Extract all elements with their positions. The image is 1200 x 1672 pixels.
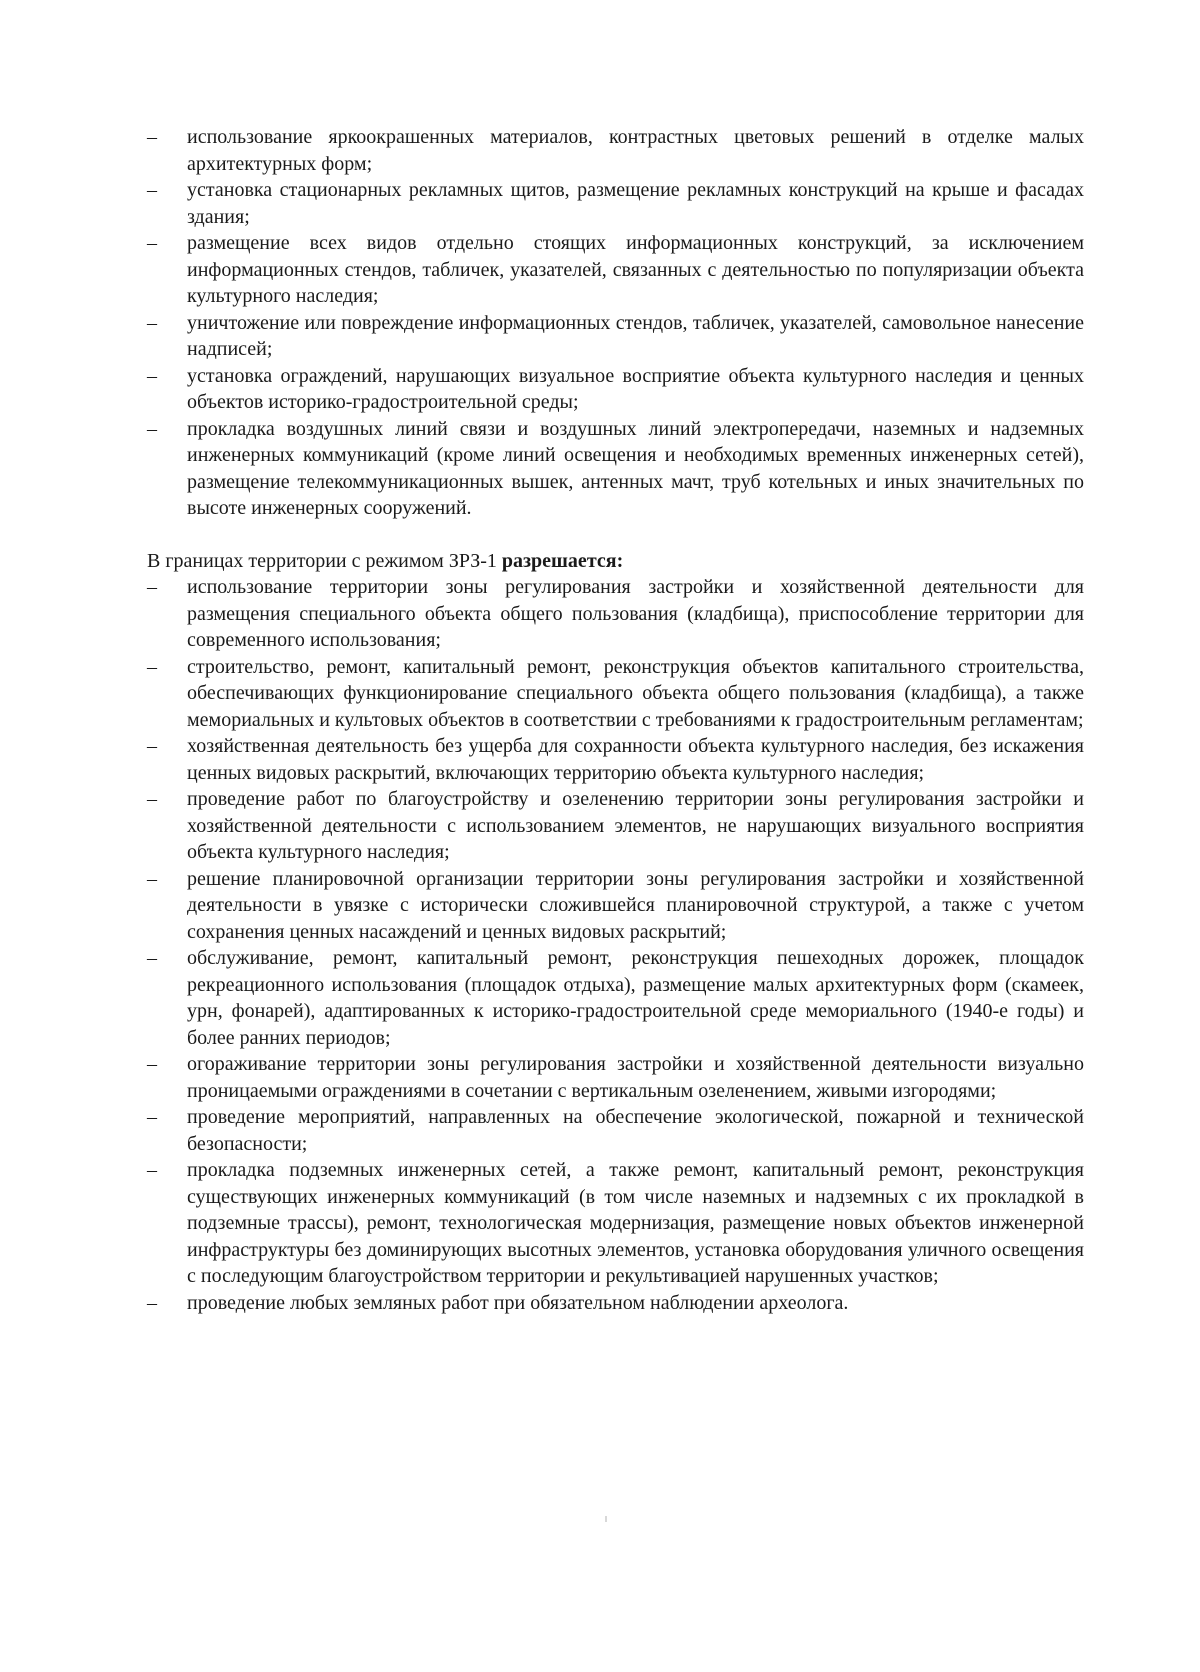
prohibited-list	[147, 124, 1084, 522]
list-item	[147, 1051, 1084, 1104]
bullet-dash: –	[147, 867, 157, 890]
intro-text: В границах территории с режимом ЗРЗ-1	[147, 549, 502, 572]
list-item	[147, 124, 1084, 177]
bullet-dash: –	[147, 1053, 157, 1075]
list-item-text: использование яркоокрашенных материалов, контрастных цветовых решений в отделке малых архитектурных форм;	[187, 126, 1084, 175]
bullet-dash: –	[147, 735, 157, 757]
bullet-dash: –	[147, 364, 157, 387]
intro-bold: разрешается:	[501, 549, 624, 572]
bullet-dash: –	[147, 311, 157, 334]
list-item	[147, 945, 1084, 1051]
list-item	[147, 1104, 1084, 1157]
list-item	[147, 363, 1084, 416]
list-item-text: проведение мероприятий, направленных на обеспечение экологической, пожарной и технической безопасности;	[187, 1106, 1084, 1155]
list-item-text: установка стационарных рекламных щитов, размещение рекламных конструкций на крыше и фасадах здания;	[187, 179, 1084, 228]
list-item-text: хозяйственная деятельность без ущерба для сохранности объекта культурного наследия, без искажения ценных видовых раскрытий, включающих территорию объекта культурного наследия;	[187, 735, 1084, 784]
list-item-text: решение планировочной организации территории зоны регулирования застройки и хозяйственной деятельности в увязке с исторически сложившейся планировочной структурой, а также с учетом сохранения ценных насаждений и ценных видовых раскрытий;	[187, 867, 1084, 943]
bullet-dash: –	[147, 1159, 157, 1181]
bullet-dash: –	[147, 947, 157, 969]
bullet-dash: –	[147, 126, 157, 148]
list-item-text: установка ограждений, нарушающих визуальное восприятие объекта культурного наследия и ценных объектов историко-градостроительной среды;	[187, 364, 1084, 413]
list-item	[147, 574, 1084, 654]
document-body	[147, 124, 1084, 1316]
list-item	[147, 177, 1084, 230]
list-item-text: использование территории зоны регулирования застройки и хозяйственной деятельности для размещения специального объекта общего пользования (кладбища), приспособление территории для современного использования;	[187, 576, 1084, 651]
bullet-dash: –	[147, 417, 157, 440]
list-item-text: огораживание территории зоны регулирования застройки и хозяйственной деятельности визуально проницаемыми ограждениями в сочетании с вертикальным озеленением, живыми изгородями;	[187, 1053, 1084, 1102]
list-item	[147, 733, 1084, 786]
list-item-text: прокладка подземных инженерных сетей, а также ремонт, капитальный ремонт, реконструкция существующих инженерных коммуникаций (в том числе наземных и надземных с их прокладкой в подземные трассы), ремонт, технологическая модернизация, размещение новых объектов инженерной инфраструктуры без доминирующих высотных элементов, установка оборудования уличного освещения с последующим благоустройством территории и рекультивацией нарушенных участков;	[187, 1159, 1084, 1287]
bullet-dash: –	[147, 1291, 157, 1314]
list-item	[147, 1157, 1084, 1290]
list-item-text: строительство, ремонт, капитальный ремонт, реконструкция объектов капитального строительства, обеспечивающих функционирование специального объекта общего пользования (кладбища), а также мемориальных и культовых объектов в соответствии с требованиями к градостроительным регламентам;	[187, 655, 1084, 731]
list-item-text: уничтожение или повреждение информационных стендов, табличек, указателей, самовольное нанесение надписей;	[187, 311, 1084, 360]
list-item-text: проведение любых земляных работ при обязательном наблюдении археолога.	[187, 1291, 849, 1314]
list-item-text: проведение работ по благоустройству и озеленению территории зоны регулирования застройки и хозяйственной деятельности с использованием элементов, не нарушающих визуального восприятия объекта культурного наследия;	[187, 788, 1084, 863]
list-item	[147, 654, 1084, 734]
bullet-dash: –	[147, 232, 157, 254]
list-item	[147, 1290, 1084, 1317]
list-item	[147, 866, 1084, 946]
list-item	[147, 786, 1084, 866]
allowed-list	[147, 574, 1084, 1316]
bullet-dash: –	[147, 788, 157, 810]
section-intro	[147, 548, 1084, 575]
bullet-dash: –	[147, 1106, 157, 1128]
list-item	[147, 416, 1084, 522]
scan-artifact	[605, 1516, 607, 1522]
bullet-dash: –	[147, 655, 157, 678]
list-item-text: размещение всех видов отдельно стоящих информационных конструкций, за исключением информационных стендов, табличек, указателей, связанных с деятельностью по популяризации объекта культурного наследия;	[187, 232, 1084, 307]
list-item-text: обслуживание, ремонт, капитальный ремонт, реконструкция пешеходных дорожек, площадок рекреационного использования (площадок отдыха), размещение малых архитектурных форм (скамеек, урн, фонарей), адаптированных к историко-градостроительной среде мемориального (1940-е годы) и более ранних периодов;	[187, 947, 1084, 1049]
list-item	[147, 230, 1084, 310]
bullet-dash: –	[147, 179, 157, 201]
list-item-text: прокладка воздушных линий связи и воздушных линий электропередачи, наземных и надземных инженерных коммуникаций (кроме линий освещения и необходимых временных инженерных сетей), размещение телекоммуникационных вышек, антенных мачт, труб котельных и иных значительных по высоте инженерных сооружений.	[187, 417, 1084, 519]
bullet-dash: –	[147, 576, 157, 598]
list-item	[147, 310, 1084, 363]
